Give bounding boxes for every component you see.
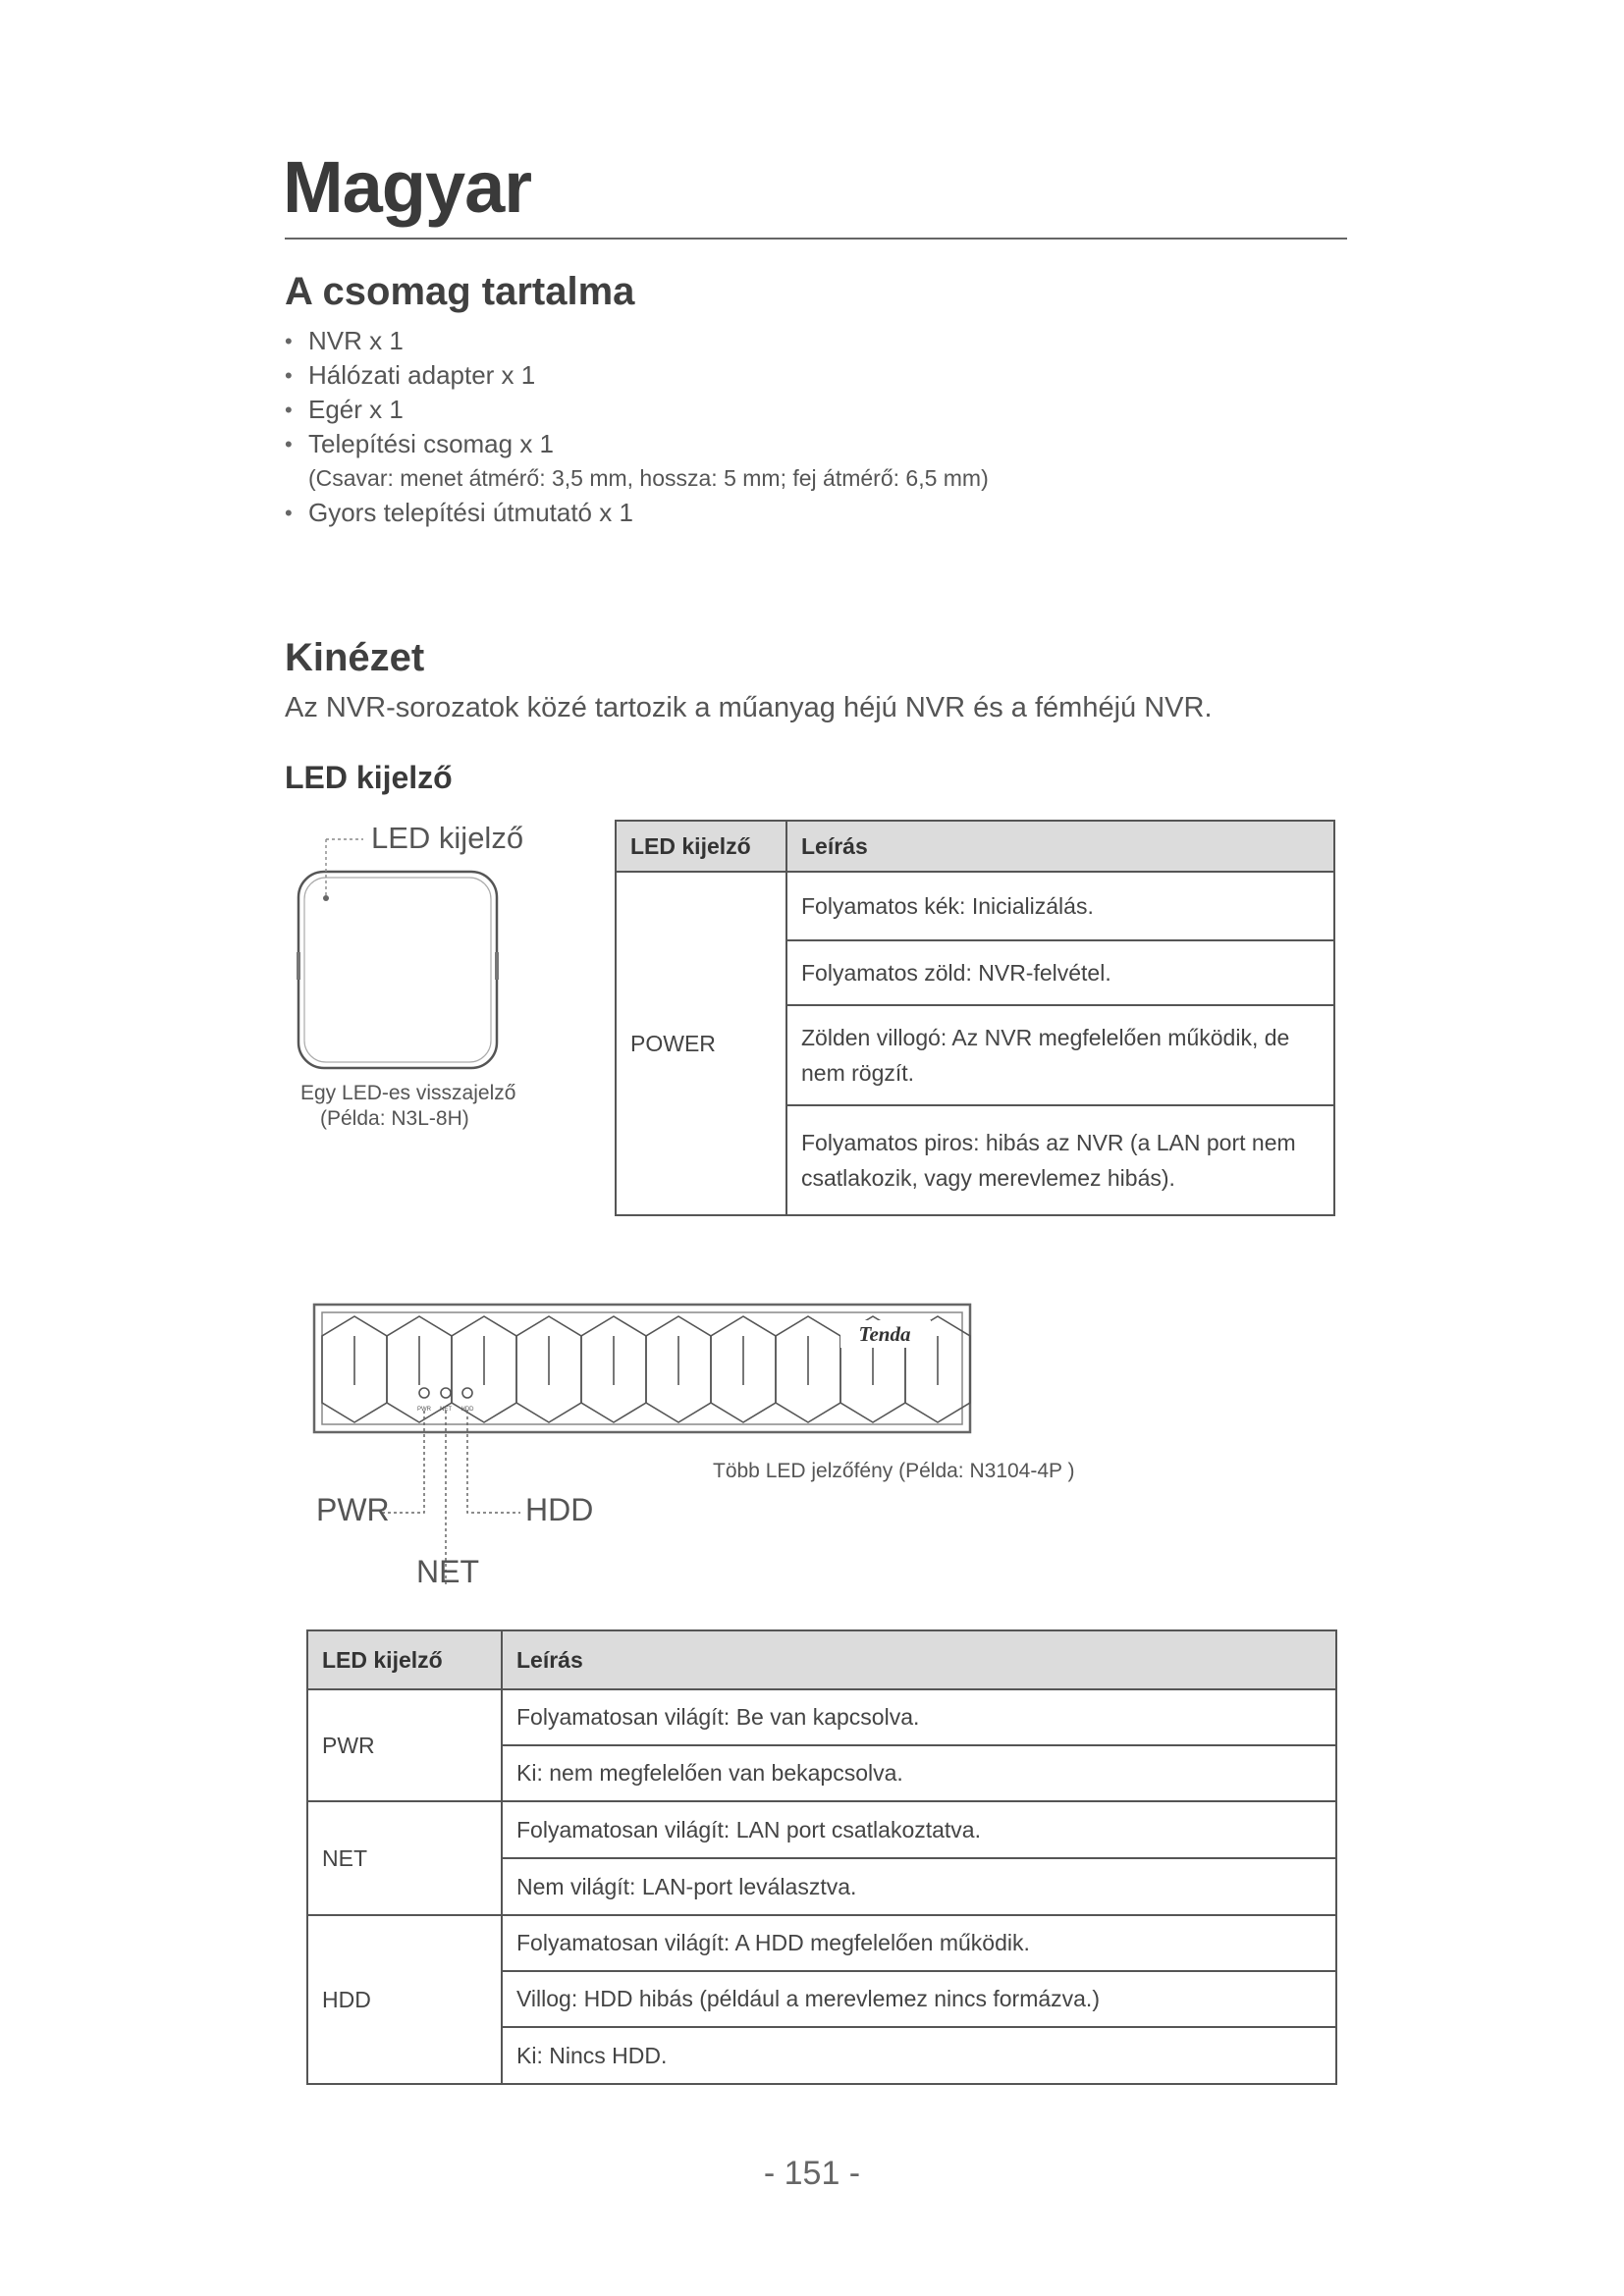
tiny-hdd-label: HDD [460, 1407, 474, 1413]
table-cell: Folyamatosan világít: A HDD megfelelően működik. [502, 1915, 1336, 1971]
led-name-cell: PWR [307, 1689, 502, 1801]
list-item: • Gyors telepítési útmutató x 1 [285, 496, 989, 530]
net-label: NET [416, 1554, 479, 1589]
table-cell: Ki: nem megfelelően van bekapcsolva. [502, 1745, 1336, 1801]
pwr-led-icon [419, 1388, 429, 1398]
tenda-logo: Tenda [858, 1322, 911, 1346]
table-cell: Nem világít: LAN-port leválasztva. [502, 1858, 1336, 1915]
led-name-cell: POWER [616, 872, 786, 1215]
appearance-intro: Az NVR-sorozatok közé tartozik a műanyag héjú NVR és a fémhéjú NVR. [285, 692, 1213, 723]
led-name-cell: NET [307, 1801, 502, 1915]
led-dot-icon [323, 895, 329, 901]
table-header: Leírás [502, 1630, 1336, 1689]
table-cell: Folyamatosan világít: LAN port csatlakoztatva. [502, 1801, 1336, 1858]
figure2-caption: Több LED jelzőfény (Példa: N3104-4P ) [713, 1460, 1075, 1482]
power-led-table [615, 820, 1335, 1216]
table-cell: Folyamatosan világít: Be van kapcsolva. [502, 1689, 1336, 1745]
package-heading: A csomag tartalma [285, 270, 635, 313]
table-cell: Folyamatos piros: hibás az NVR (a LAN port nem csatlakozik, vagy merevlemez hibás). [786, 1105, 1334, 1215]
pwr-label: PWR [316, 1492, 390, 1527]
hdd-label: HDD [525, 1492, 594, 1527]
table-cell: Folyamatos kék: Inicializálás. [786, 872, 1334, 940]
table-cell: Villog: HDD hibás (például a merevlemez nincs formázva.) [502, 1971, 1336, 2027]
table-header: LED kijelző [616, 821, 786, 872]
multi-led-nvr-illustration [310, 1301, 978, 1600]
hdd-led-icon [462, 1388, 472, 1398]
tiny-net-label: NET [440, 1407, 452, 1413]
figure1-caption: Egy LED-es visszajelző [300, 1082, 516, 1104]
title-divider [285, 238, 1347, 240]
list-item-note: (Csavar: menet átmérő: 3,5 mm, hossza: 5 mm; fej átmérő: 6,5 mm) [308, 465, 989, 491]
list-item: • Hálózati adapter x 1 [285, 358, 989, 393]
appearance-heading: Kinézet [285, 636, 425, 679]
table-header: LED kijelző [307, 1630, 502, 1689]
page-title: Magyar [283, 146, 532, 228]
led-subheading: LED kijelző [285, 760, 453, 795]
package-list [285, 324, 989, 530]
table-cell: Folyamatos zöld: NVR-felvétel. [786, 940, 1334, 1005]
net-led-icon [441, 1388, 451, 1398]
led-callout-label: LED kijelző [371, 821, 524, 855]
figure1-caption-example: (Példa: N3L-8H) [320, 1107, 469, 1130]
multi-led-table [306, 1629, 1337, 2085]
tiny-pwr-label: PWR [417, 1407, 431, 1413]
list-item: • Telepítési csomag x 1 [285, 427, 989, 461]
table-header: Leírás [786, 821, 1334, 872]
table-cell: Ki: Nincs HDD. [502, 2027, 1336, 2084]
table-cell: Zölden villogó: Az NVR megfelelően működik, de nem rögzít. [786, 1005, 1334, 1105]
page-number: - 151 - [763, 2155, 861, 2192]
led-name-cell: HDD [307, 1915, 502, 2084]
list-item: • Egér x 1 [285, 393, 989, 427]
list-item: • NVR x 1 [285, 324, 989, 358]
